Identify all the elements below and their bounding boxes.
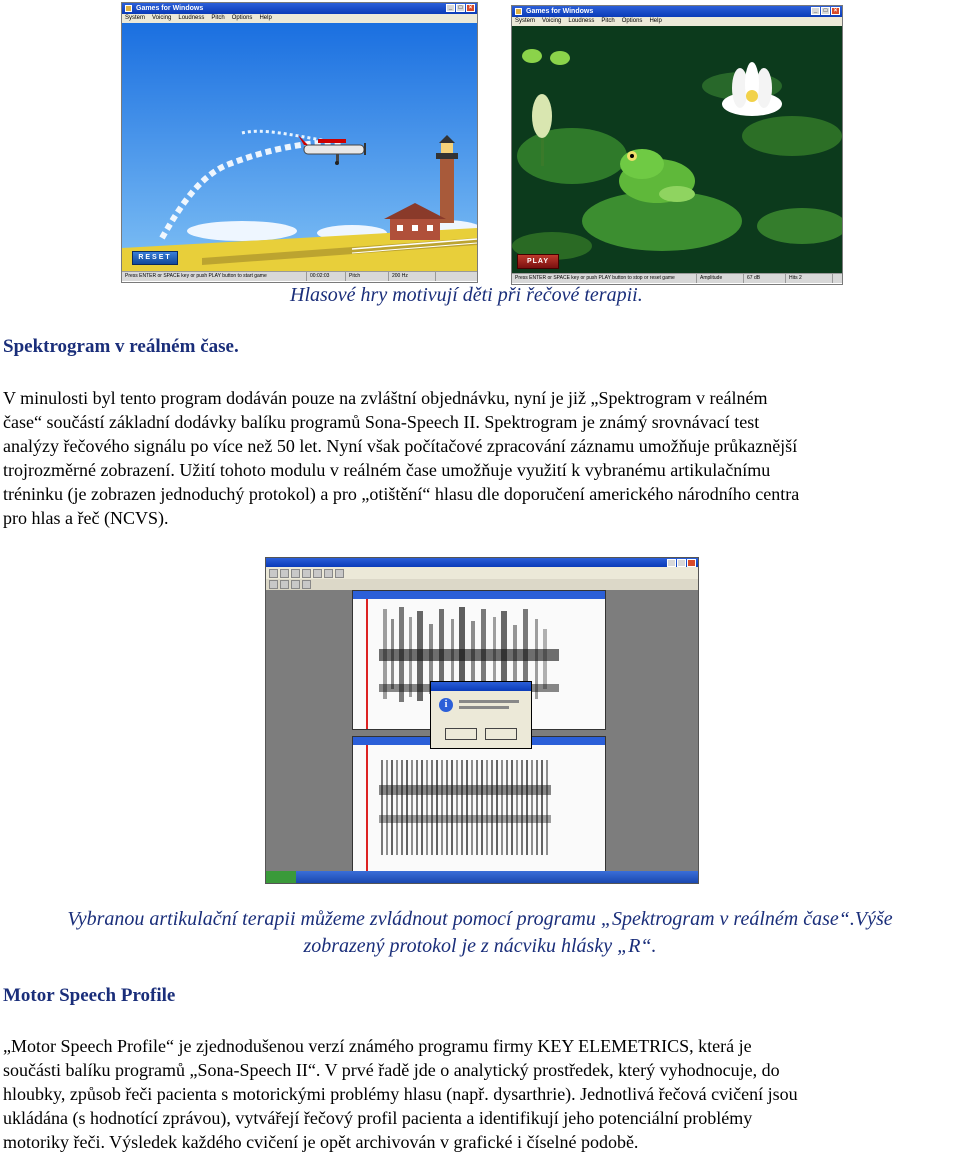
status-message: Press ENTER or SPACE key or push PLAY button to start game [122,272,307,281]
window-controls [811,7,840,15]
paragraph-line: trojrozměrné zobrazení. Užití tohoto modulu v reálném čase umožňuje využití k vybranému artikulačnímu [3,460,771,480]
maximize-icon[interactable]: □ [821,7,830,15]
figure-caption-games: Hlasové hry motivují děti při řečové terapii. [290,284,643,306]
toolbar-button[interactable] [269,569,278,578]
window-controls [446,4,475,12]
paragraph-line: motoriky řeči. Výsledek každého cvičení je opět archivován v grafické i číselné podobě. [3,1132,639,1152]
paragraph-line: hloubky, způsob řeči pacienta s motorickými problémy hlasu (např. dysarthrie). Jednotlivá řečová cvičení jsou [3,1084,798,1104]
toolbar-button[interactable] [280,569,289,578]
menu-pitch[interactable]: Pitch [601,18,615,24]
maximize-icon[interactable] [677,559,686,567]
menu-system[interactable]: System [125,15,146,21]
paragraph-line: analýzy řečového signálu po více než 50 let. Nyní však počítačové zpracování záznamu umožňuje průkaznější [3,436,798,456]
status-time: 00:02:03 [307,272,346,281]
play-button-label: PLAY [526,258,550,265]
minimize-icon[interactable]: _ [811,7,820,15]
app-icon [515,8,522,15]
spectrogram-window-bottom [352,736,606,878]
window-title: Games for Windows [526,8,594,15]
minimize-icon[interactable]: _ [446,4,455,12]
toolbar-button[interactable] [269,580,278,589]
status-message: Press ENTER or SPACE key or push PLAY button to stop or reset game [512,274,697,283]
close-icon[interactable]: × [831,7,840,15]
status-bar [122,271,477,281]
close-icon[interactable] [687,559,696,567]
menu-pitch[interactable]: Pitch [211,15,225,21]
spectrogram-screenshot [265,557,699,884]
paragraph-line: ukládána (s hodnotící zprávou), vytvářejí řečový profil pacienta a identifikují jeho potenciální problémy [3,1108,753,1128]
reset-button-label: RESET [138,254,172,261]
reset-button[interactable] [132,251,178,265]
caption-line: Vybranou artikulační terapii můžeme zvládnout pomocí programu „Spektrogram v reálném čase“.Výše [67,908,893,930]
toolbar-button[interactable] [324,569,333,578]
window-title: Games for Windows [136,5,204,12]
paragraph-line: součásti balíku programů „Sona-Speech II“. V prvé řadě jde o analytický prostředek, který vyhodnocuje, do [3,1060,780,1080]
menu-loudness[interactable]: Loudness [568,18,595,24]
section-heading-spectrogram: Spektrogram v reálném čase. [3,336,239,357]
spectrogram-display [353,745,605,877]
message-dialog [430,681,532,749]
menu-bar [512,17,842,26]
app-icon [125,5,132,12]
status-bar [512,273,842,283]
paragraph-line: čase“ součástí základní dodávky balíku programů Sona-Speech II. Spektrogram je známý srovnávací test [3,412,760,432]
info-icon: i [439,698,453,712]
window-titlebar [512,6,842,17]
toolbar-button[interactable] [313,569,322,578]
toolbar-button[interactable] [291,580,300,589]
window-titlebar [266,558,698,567]
paragraph-line: tréninku (je zobrazen jednoduchý protokol) a pro „otištění“ hlasu dle doporučení amerického národního centra [3,484,800,504]
close-icon[interactable]: × [466,4,475,12]
menu-options[interactable]: Options [621,18,643,24]
paragraph-line: V minulosti byl tento program dodáván pouze na zvláštní objednávku, nyní je již „Spektrogram v reálném [3,388,768,408]
paragraph-motor-speech [3,1034,960,1154]
dialog-text-placeholder [459,706,509,709]
menu-system[interactable]: System [515,18,536,24]
window-controls [667,559,696,567]
paragraph-spectrogram [3,386,960,530]
play-button[interactable] [517,254,559,269]
figure-caption-spectrogram [0,906,960,960]
menu-help[interactable]: Help [649,18,662,24]
status-hits: Hits 2 [786,274,833,283]
dialog-cancel-button[interactable] [485,728,517,740]
toolbar-button[interactable] [335,569,344,578]
game-screenshot-airplane [121,2,478,283]
dialog-titlebar [431,682,531,691]
toolbar [266,579,698,590]
status-value: 67 dB [744,274,786,283]
airplane-game-scene [122,23,477,271]
dialog-ok-button[interactable] [445,728,477,740]
toolbar-button[interactable] [302,580,311,589]
start-button[interactable] [266,871,296,883]
window-titlebar [122,3,477,14]
spectrogram-graphic [353,745,605,877]
menu-options[interactable]: Options [231,15,253,21]
toolbar-button[interactable] [280,580,289,589]
paragraph-line: „Motor Speech Profile“ je zjednodušenou verzí známého programu firmy KEY ELEMETRICS, která je [3,1036,752,1056]
game-screenshot-frog [511,5,843,285]
paragraph-line: pro hlas a řeč (NCVS). [3,508,169,528]
taskbar [266,871,698,883]
status-measure: Amplitude [697,274,744,283]
toolbar [266,567,698,579]
menu-bar [122,14,477,23]
frog-game-scene [512,26,842,273]
menu-voicing[interactable]: Voicing [152,15,172,21]
toolbar-button[interactable] [291,569,300,578]
menu-voicing[interactable]: Voicing [542,18,562,24]
window-titlebar [353,591,605,599]
airplane-scene-graphic [122,23,477,271]
status-value: 200 Hz [389,272,436,281]
caption-line: zobrazený protokol je z nácviku hlásky „R“. [303,935,657,957]
dialog-text-placeholder [459,700,519,703]
section-heading-motor-speech: Motor Speech Profile [3,985,176,1006]
minimize-icon[interactable] [667,559,676,567]
menu-loudness[interactable]: Loudness [178,15,205,21]
pond-scene-graphic [512,26,842,273]
status-measure: Pitch [346,272,389,281]
maximize-icon[interactable]: □ [456,4,465,12]
toolbar-button[interactable] [302,569,311,578]
menu-help[interactable]: Help [259,15,272,21]
